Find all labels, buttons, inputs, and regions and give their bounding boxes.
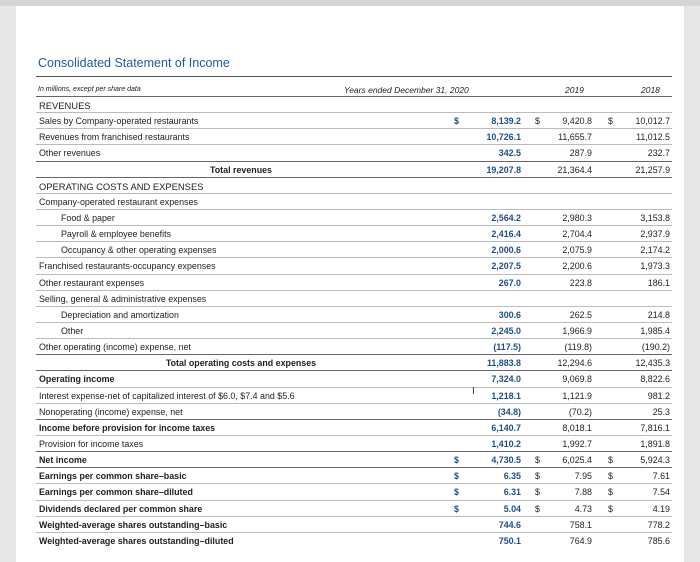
value-2020: 1,218.1 xyxy=(491,390,521,401)
year-2019-header: 2019 xyxy=(565,85,584,95)
value-2019: 9,420.8 xyxy=(562,116,592,127)
value-2020: 300.6 xyxy=(498,309,521,320)
table-row xyxy=(36,307,672,323)
value-2019: 11,655.7 xyxy=(558,132,592,143)
value-2020: 750.1 xyxy=(498,535,521,546)
table-row xyxy=(36,339,672,355)
row-label: Interest expense-net of capitalized interest of $6.0, $7.4 and $5.6 xyxy=(39,390,295,401)
value-2019: 8,018.1 xyxy=(562,422,592,433)
value-2020: 6.35 xyxy=(503,471,521,482)
dollar-sign: $ xyxy=(608,455,613,466)
table-row xyxy=(36,484,672,500)
value-2020: 2,564.2 xyxy=(491,212,521,223)
value-2019: 764.9 xyxy=(569,535,592,546)
row-label: Total revenues xyxy=(210,164,272,175)
table-row xyxy=(36,226,672,242)
value-2018: 1,985.4 xyxy=(640,325,670,336)
table-row xyxy=(36,129,672,145)
row-label: Payroll & employee benefits xyxy=(61,229,172,240)
row-label: Company-operated restaurant expenses xyxy=(39,196,198,207)
value-2018: 11,012.5 xyxy=(636,132,670,143)
row-label: Operating income xyxy=(39,374,115,385)
value-2018: 7.54 xyxy=(652,487,670,498)
row-label: Selling, general & administrative expenses xyxy=(39,293,207,304)
value-2019: 287.9 xyxy=(569,148,592,159)
table-row xyxy=(36,533,672,549)
row-label: Food & paper xyxy=(61,212,115,223)
table-row xyxy=(36,388,672,404)
value-2018: 8,822.6 xyxy=(640,374,670,385)
value-2019: 6,025.4 xyxy=(562,455,592,466)
table-row xyxy=(36,275,672,291)
value-2019: 9,069.8 xyxy=(562,374,592,385)
value-2018: 25.3 xyxy=(652,406,670,417)
table-row xyxy=(36,210,672,226)
value-2019: 2,704.4 xyxy=(562,229,592,240)
table-row xyxy=(36,468,672,484)
row-label: Other restaurant expenses xyxy=(39,277,145,288)
value-2018: 1,891.8 xyxy=(640,438,670,449)
dollar-sign: $ xyxy=(608,116,613,127)
value-2018: 12,435.3 xyxy=(635,358,670,369)
value-2020: 2,207.5 xyxy=(491,261,521,272)
table-row xyxy=(36,194,672,210)
table-row xyxy=(36,371,672,387)
row-label: Weighted-average shares outstanding–basic xyxy=(39,519,228,530)
value-2020: 8,139.2 xyxy=(491,116,521,127)
statement-title: Consolidated Statement of Income xyxy=(38,56,230,70)
table-row xyxy=(36,178,672,194)
value-2020: 7,324.0 xyxy=(491,374,521,385)
value-2019: (70.2) xyxy=(568,406,592,417)
value-2019: 2,075.9 xyxy=(562,245,592,256)
table-row xyxy=(36,258,672,274)
dollar-sign: $ xyxy=(535,116,540,127)
value-2019: 262.5 xyxy=(569,309,592,320)
value-2019: (119.8) xyxy=(564,342,592,353)
dollar-sign: $ xyxy=(454,116,459,127)
value-2019: 1,992.7 xyxy=(562,438,592,449)
dollar-sign: $ xyxy=(454,471,459,482)
value-2019: 12,294.6 xyxy=(557,358,592,369)
table-row xyxy=(36,404,672,420)
row-label: Total operating costs and expenses xyxy=(165,358,317,369)
value-2020: 4,730.5 xyxy=(491,455,521,466)
row-label: Other xyxy=(61,325,84,336)
dollar-sign: $ xyxy=(608,471,613,482)
row-label: Earnings per common share–diluted xyxy=(39,487,193,498)
row-label: Weighted-average shares outstanding–diluted xyxy=(39,535,234,546)
row-label: Other revenues xyxy=(39,148,101,159)
value-2019: 7.88 xyxy=(574,487,592,498)
value-2020: 11,883.8 xyxy=(486,358,521,369)
table-row-total xyxy=(36,355,672,371)
table-row xyxy=(36,501,672,517)
row-label: Occupancy & other operating expenses xyxy=(61,245,217,256)
row-label: Nonoperating (income) expense, net xyxy=(39,406,183,417)
value-2019: 1,966.9 xyxy=(562,325,592,336)
value-2018: 5,924.3 xyxy=(640,455,670,466)
year-2018-header: 2018 xyxy=(641,85,660,95)
table-row xyxy=(36,242,672,258)
row-label: Income before provision for income taxes xyxy=(39,422,216,433)
dollar-sign: $ xyxy=(454,487,459,498)
units-note: In millions, except per share data xyxy=(38,86,141,93)
dollar-sign: $ xyxy=(608,487,613,498)
table-row xyxy=(36,323,672,339)
value-2020: 5.04 xyxy=(503,503,521,514)
table-row xyxy=(36,291,672,307)
text-cursor-icon: I xyxy=(472,386,475,397)
value-2020: 2,000.6 xyxy=(491,245,521,256)
row-label: Sales by Company-operated restaurants xyxy=(39,116,199,127)
row-label: Earnings per common share–basic xyxy=(39,471,187,482)
table-row xyxy=(36,113,672,129)
value-2018: 21,257.9 xyxy=(635,164,670,175)
value-2020: 267.0 xyxy=(498,277,521,288)
value-2018: 186.1 xyxy=(647,277,670,288)
dollar-sign: $ xyxy=(454,455,459,466)
row-label: Depreciation and amortization xyxy=(61,309,179,320)
value-2020: (34.8) xyxy=(497,406,521,417)
row-label: Franchised restaurants-occupancy expenses xyxy=(39,261,216,272)
value-2018: 7.61 xyxy=(652,471,670,482)
row-label: Dividends declared per common share xyxy=(39,503,203,514)
value-2018: 4.19 xyxy=(652,503,670,514)
dollar-sign: $ xyxy=(454,503,459,514)
value-2020: 1,410.2 xyxy=(491,438,521,449)
title-divider xyxy=(36,76,672,77)
value-2018: 232.7 xyxy=(647,148,670,159)
value-2019: 4.73 xyxy=(574,503,592,514)
value-2020: 6,140.7 xyxy=(491,422,521,433)
value-2018: 2,937.9 xyxy=(640,229,670,240)
value-2020: 6.31 xyxy=(503,487,521,498)
value-2018: 10,012.7 xyxy=(635,116,670,127)
table-row xyxy=(36,145,672,161)
value-2019: 7.95 xyxy=(574,471,592,482)
dollar-sign: $ xyxy=(608,503,613,514)
value-2019: 2,200.6 xyxy=(562,261,592,272)
value-2020: 342.5 xyxy=(498,148,521,159)
table-row xyxy=(36,420,672,436)
value-2020: 2,416.4 xyxy=(491,229,521,240)
value-2018: 981.2 xyxy=(647,390,670,401)
value-2019: 758.1 xyxy=(569,519,592,530)
row-label: Provision for income taxes xyxy=(39,438,144,449)
row-label: Net income xyxy=(39,455,87,466)
table-row-total xyxy=(36,162,672,178)
table-row xyxy=(36,436,672,452)
row-label: REVENUES xyxy=(39,100,91,111)
value-2020: 19,207.8 xyxy=(486,164,521,175)
table-row xyxy=(36,97,672,113)
row-label: Revenues from franchised restaurants xyxy=(39,132,190,143)
value-2018: 785.6 xyxy=(647,535,670,546)
value-2020: 10,726.1 xyxy=(486,132,521,143)
value-2019: 2,980.3 xyxy=(562,212,592,223)
dollar-sign: $ xyxy=(535,487,540,498)
row-label: OPERATING COSTS AND EXPENSES xyxy=(39,180,204,192)
table-row xyxy=(36,517,672,533)
value-2020: 744.6 xyxy=(498,519,521,530)
dollar-sign: $ xyxy=(535,503,540,514)
dollar-sign: $ xyxy=(535,455,540,466)
income-table xyxy=(36,97,672,549)
dollar-sign: $ xyxy=(535,471,540,482)
value-2019: 1,121.9 xyxy=(562,390,592,401)
value-2018: 778.2 xyxy=(647,519,670,530)
value-2018: 214.8 xyxy=(647,309,670,320)
value-2020: 2,245.0 xyxy=(491,325,521,336)
value-2018: 1,973.3 xyxy=(640,261,670,272)
value-2019: 223.8 xyxy=(569,277,592,288)
value-2018: 3,153.8 xyxy=(640,212,670,223)
value-2018: 2,174.2 xyxy=(640,245,670,256)
value-2019: 21,364.4 xyxy=(557,164,592,175)
value-2018: (190.2) xyxy=(641,342,670,353)
row-label: Other operating (income) expense, net xyxy=(39,342,191,353)
value-2020: (117.5) xyxy=(493,342,521,353)
years-header: Years ended December 31, 2020 xyxy=(344,85,469,95)
table-row xyxy=(36,452,672,468)
value-2018: 7,816.1 xyxy=(640,422,670,433)
